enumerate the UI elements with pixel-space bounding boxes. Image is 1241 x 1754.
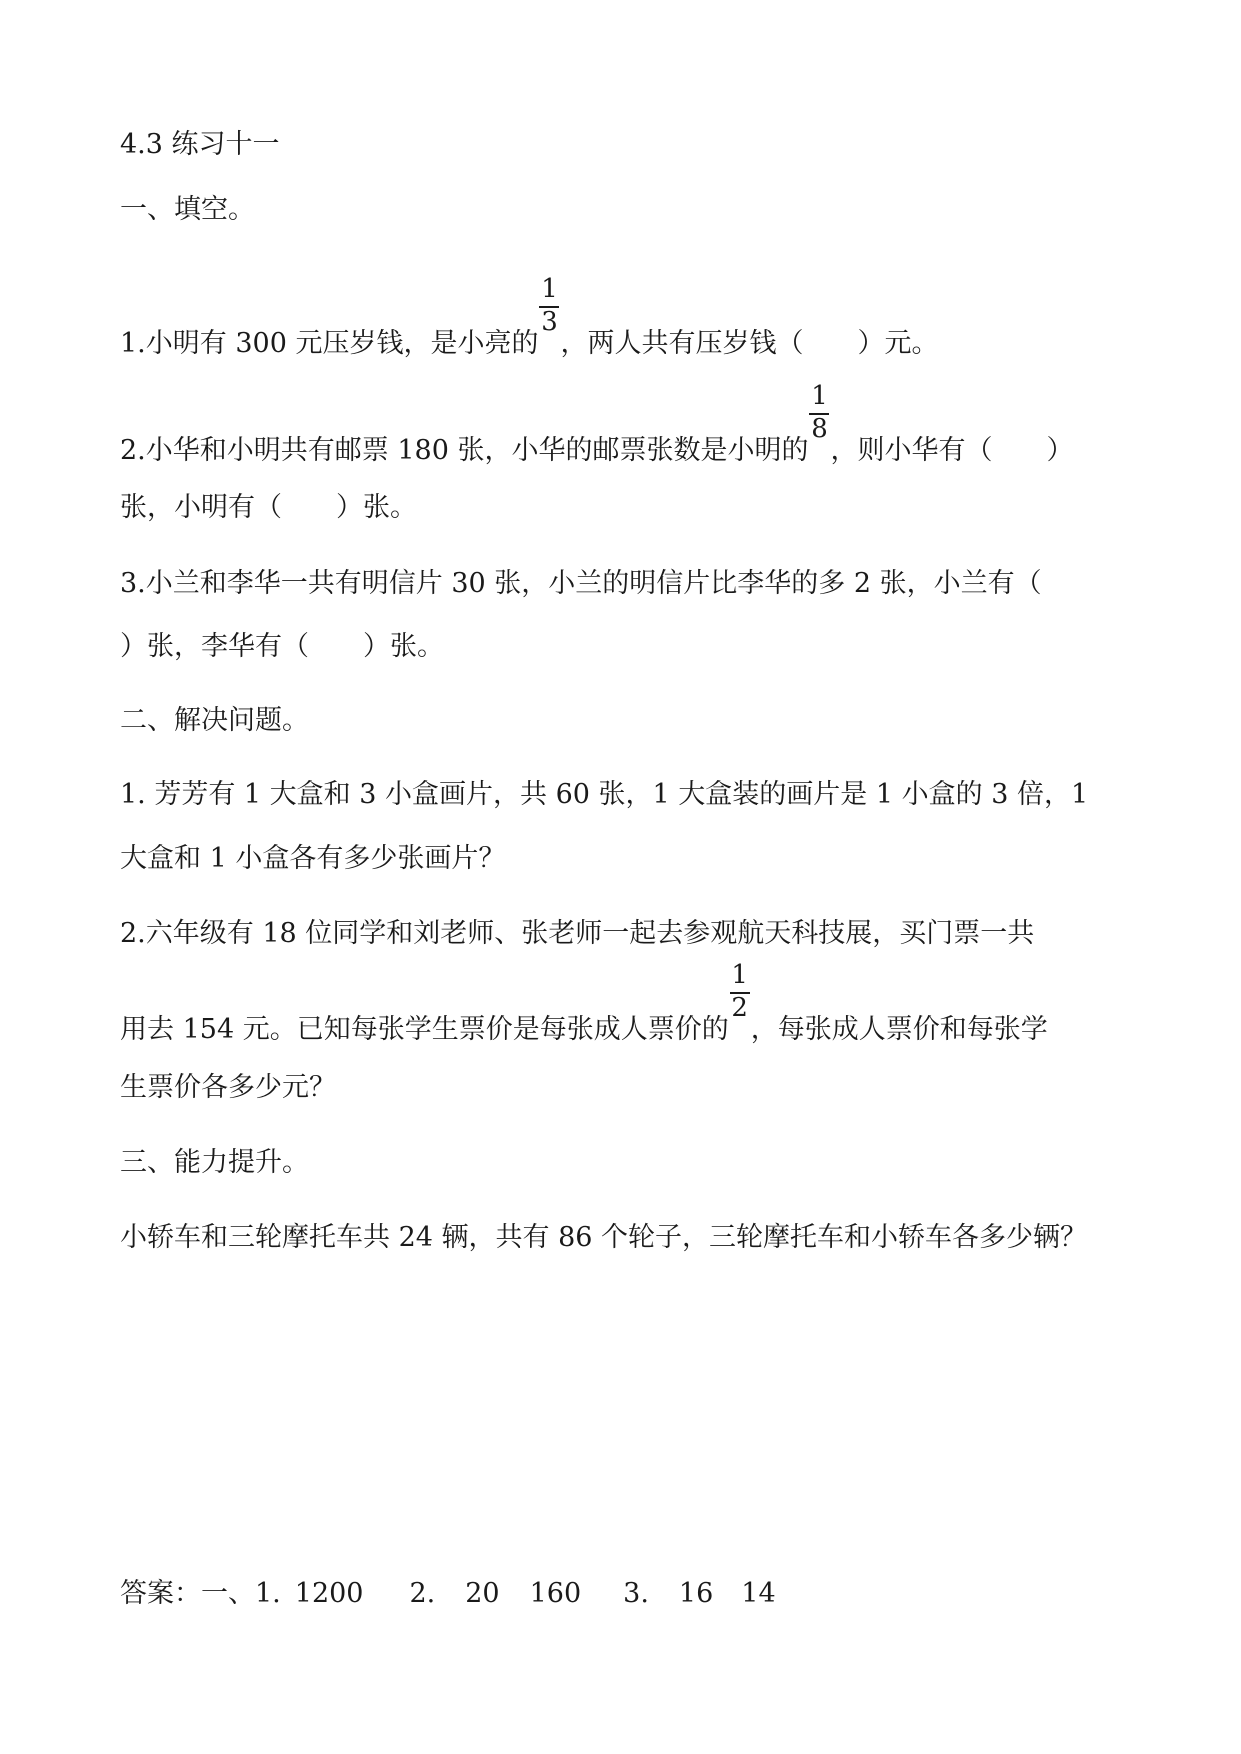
section-2-question-2-line-3: 生票价各多少元？ <box>120 1072 336 1103</box>
fraction-one-third <box>538 274 560 352</box>
section-1-heading: 一、填空。 <box>120 194 255 225</box>
section-2-question-2-line-1: 2.六年级有 18 位同学和刘老师、张老师一起去参观航天科技展，买门票一共 <box>120 918 1035 949</box>
answer-3-number: 3. <box>623 1578 649 1609</box>
answer-2-first: 20 <box>465 1578 500 1609</box>
fraction-denominator: 8 <box>811 414 828 444</box>
fraction-numerator: 1 <box>811 381 828 411</box>
q2-text-before: 2.小华和小明共有邮票 180 张，小华的邮票张数是小明的 <box>120 435 809 466</box>
section-2-question-1-line-1: 1. 芳芳有 1 大盒和 3 小盒画片，共 60 张，1 大盒装的画片是 1 小盒的 3 倍，1 <box>120 779 1089 810</box>
section-2-question-1-line-2: 大盒和 1 小盒各有多少张画片？ <box>120 843 506 874</box>
section-1-question-2-line-1 <box>120 381 1074 468</box>
page-title: 4.3 练习十一 <box>120 129 280 160</box>
answer-label: 答案：一、1. <box>120 1578 281 1609</box>
answer-3-second: 14 <box>741 1578 776 1609</box>
q1-text-before: 1.小明有 300 元压岁钱，是小亮的 <box>120 328 539 359</box>
q2b-text-before: 用去 154 元。已知每张学生票价是每张成人票价的 <box>120 1014 729 1045</box>
section-1-question-3-line-2: ）张，李华有（ ）张。 <box>120 631 444 662</box>
fraction-denominator: 3 <box>541 307 558 337</box>
fraction-denominator: 2 <box>731 993 748 1023</box>
fraction-numerator: 1 <box>541 274 558 304</box>
fraction-numerator: 1 <box>731 960 748 990</box>
section-3-question-1: 小轿车和三轮摩托车共 24 辆，共有 86 个轮子，三轮摩托车和小轿车各多少辆？ <box>120 1222 1088 1253</box>
q1-text-after: ，两人共有压岁钱（ ）元。 <box>560 328 939 359</box>
answer-key <box>120 1577 776 1611</box>
fraction-one-eighth <box>808 381 830 459</box>
answer-2-second: 160 <box>529 1578 582 1609</box>
section-2-heading: 二、解决问题。 <box>120 705 309 736</box>
answer-3-first: 16 <box>678 1578 714 1609</box>
section-1-question-1 <box>120 274 939 361</box>
answer-1: 1200 <box>294 1578 364 1609</box>
q2-text-after: ，则小华有（ ） <box>830 435 1074 466</box>
answer-2-number: 2. <box>409 1578 436 1609</box>
section-2-question-2-line-2 <box>120 960 1048 1047</box>
fraction-one-half <box>729 960 751 1038</box>
section-1-question-3-line-1: 3.小兰和李华一共有明信片 30 张，小兰的明信片比李华的多 2 张，小兰有（ <box>120 568 1042 599</box>
q2b-text-after: ，每张成人票价和每张学 <box>750 1014 1048 1045</box>
section-1-question-2-line-2: 张，小明有（ ）张。 <box>120 492 417 523</box>
section-3-heading: 三、能力提升。 <box>120 1147 309 1178</box>
